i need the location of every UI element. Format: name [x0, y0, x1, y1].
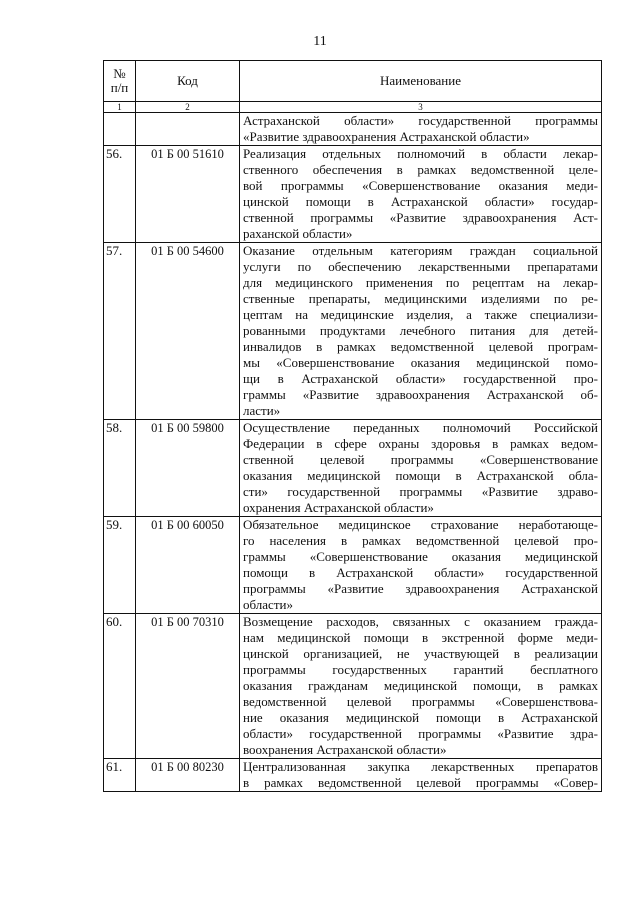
row-code: 01 Б 00 51610: [136, 146, 240, 243]
name-line: ственной программы «Развитие здравоохранения Аст-: [243, 210, 598, 225]
row-number: 57.: [104, 243, 136, 420]
name-line: «Развитие здравоохранения Астраханской области»: [243, 129, 530, 144]
name-line: области» государственной программы «Развитие здра-: [243, 726, 598, 741]
table-row: [104, 243, 602, 420]
name-line: нам медицинской помощи в экстренной форме меди-: [243, 630, 598, 645]
name-line: граммы «Совершенствование оказания медицинской: [243, 549, 598, 564]
name-line: ние оказания медицинской помощи в Астраханской: [243, 710, 598, 725]
name-line: Астраханской области» государственной программы: [243, 113, 598, 128]
name-line: Федерации в сфере охраны здоровья в рамках ведом-: [243, 436, 598, 451]
row-code: 01 Б 00 80230: [136, 759, 240, 792]
name-line: воохранения Астраханской области»: [243, 742, 447, 757]
name-line: в рамках ведомственной целевой программы «Совер-: [243, 775, 598, 790]
row-name: [240, 146, 602, 243]
name-line: ведомственной целевой программы «Совершенствова-: [243, 694, 598, 709]
row-number: 61.: [104, 759, 136, 792]
page-number: 11: [313, 34, 327, 49]
table-row: [104, 420, 602, 517]
table-row: [104, 517, 602, 614]
name-line: для медицинского применения по рецептам на лекар-: [243, 275, 598, 290]
name-line: мы «Совершенствование оказания медицинской помо-: [243, 355, 598, 370]
name-line: услуги по обеспечению лекарственными препаратами: [243, 259, 598, 274]
name-line: программы «Развитие здравоохранения Астраханской: [243, 581, 598, 596]
name-line: оказания гражданам медицинской помощи, в рамках: [243, 678, 598, 693]
column-number: 2: [136, 102, 240, 113]
table-row: [104, 614, 602, 759]
row-name: [240, 243, 602, 420]
table-row: [104, 759, 602, 792]
budget-codes-table: [103, 60, 602, 792]
table-row: [104, 113, 602, 146]
name-line: оказания медицинской помощи в Астраханской обла-: [243, 468, 598, 483]
name-line: охранения Астраханской области»: [243, 500, 434, 515]
name-line: Обязательное медицинское страхование неработающе-: [243, 517, 598, 532]
header-no: № п/п: [104, 61, 136, 102]
row-code: 01 Б 00 59800: [136, 420, 240, 517]
name-line: ственной целевой программы «Совершенствование: [243, 452, 598, 467]
name-line: ственные препараты, медицинскими изделиями по ре-: [243, 291, 598, 306]
name-line: программы государственных гарантий бесплатного: [243, 662, 598, 677]
column-number-row: [104, 102, 602, 113]
name-line: цинской помощи в Астраханской области» государ-: [243, 194, 598, 209]
row-number: 58.: [104, 420, 136, 517]
row-number: 59.: [104, 517, 136, 614]
name-line: раханской области»: [243, 226, 353, 241]
row-name: [240, 614, 602, 759]
row-code: 01 Б 00 60050: [136, 517, 240, 614]
name-line: области»: [243, 597, 293, 612]
row-name: [240, 420, 602, 517]
row-name: [240, 759, 602, 792]
name-line: ласти»: [243, 403, 281, 418]
name-line: вой программы «Совершенствование оказания меди-: [243, 178, 598, 193]
name-line: помощи в Астраханской области» государственной: [243, 565, 598, 580]
name-line: Возмещение расходов, связанных с оказанием гражда-: [243, 614, 598, 629]
table-row: [104, 146, 602, 243]
column-number: 3: [240, 102, 602, 113]
name-line: рованными продуктами лечебного питания для детей-: [243, 323, 598, 338]
header-name: Наименование: [240, 61, 602, 102]
name-line: цептам на медицинские изделия, а также специализи-: [243, 307, 598, 322]
name-line: Оказание отдельным категориям граждан социальной: [243, 243, 598, 258]
row-name: [240, 113, 602, 146]
name-line: ственного обеспечения в рамках ведомственной целе-: [243, 162, 598, 177]
name-line: щи в Астраханской области» государственной про-: [243, 371, 598, 386]
table-header-row: [104, 61, 602, 102]
row-code: 01 Б 00 54600: [136, 243, 240, 420]
name-line: Централизованная закупка лекарственных препаратов: [243, 759, 598, 774]
name-line: инвалидов в рамках ведомственной целевой програм-: [243, 339, 598, 354]
name-line: Осуществление переданных полномочий Российской: [243, 420, 598, 435]
name-line: Реализация отдельных полномочий в области лекар-: [243, 146, 598, 161]
name-line: го населения в рамках ведомственной целевой про-: [243, 533, 598, 548]
row-number: [104, 113, 136, 146]
name-line: граммы «Развитие здравоохранения Астраханской об-: [243, 387, 598, 402]
name-line: цинской организацией, не участвующей в реализации: [243, 646, 598, 661]
row-number: 56.: [104, 146, 136, 243]
name-line: сти» государственной программы «Развитие здраво-: [243, 484, 598, 499]
row-number: 60.: [104, 614, 136, 759]
column-number: 1: [104, 102, 136, 113]
row-code: [136, 113, 240, 146]
row-name: [240, 517, 602, 614]
header-code: Код: [136, 61, 240, 102]
row-code: 01 Б 00 70310: [136, 614, 240, 759]
